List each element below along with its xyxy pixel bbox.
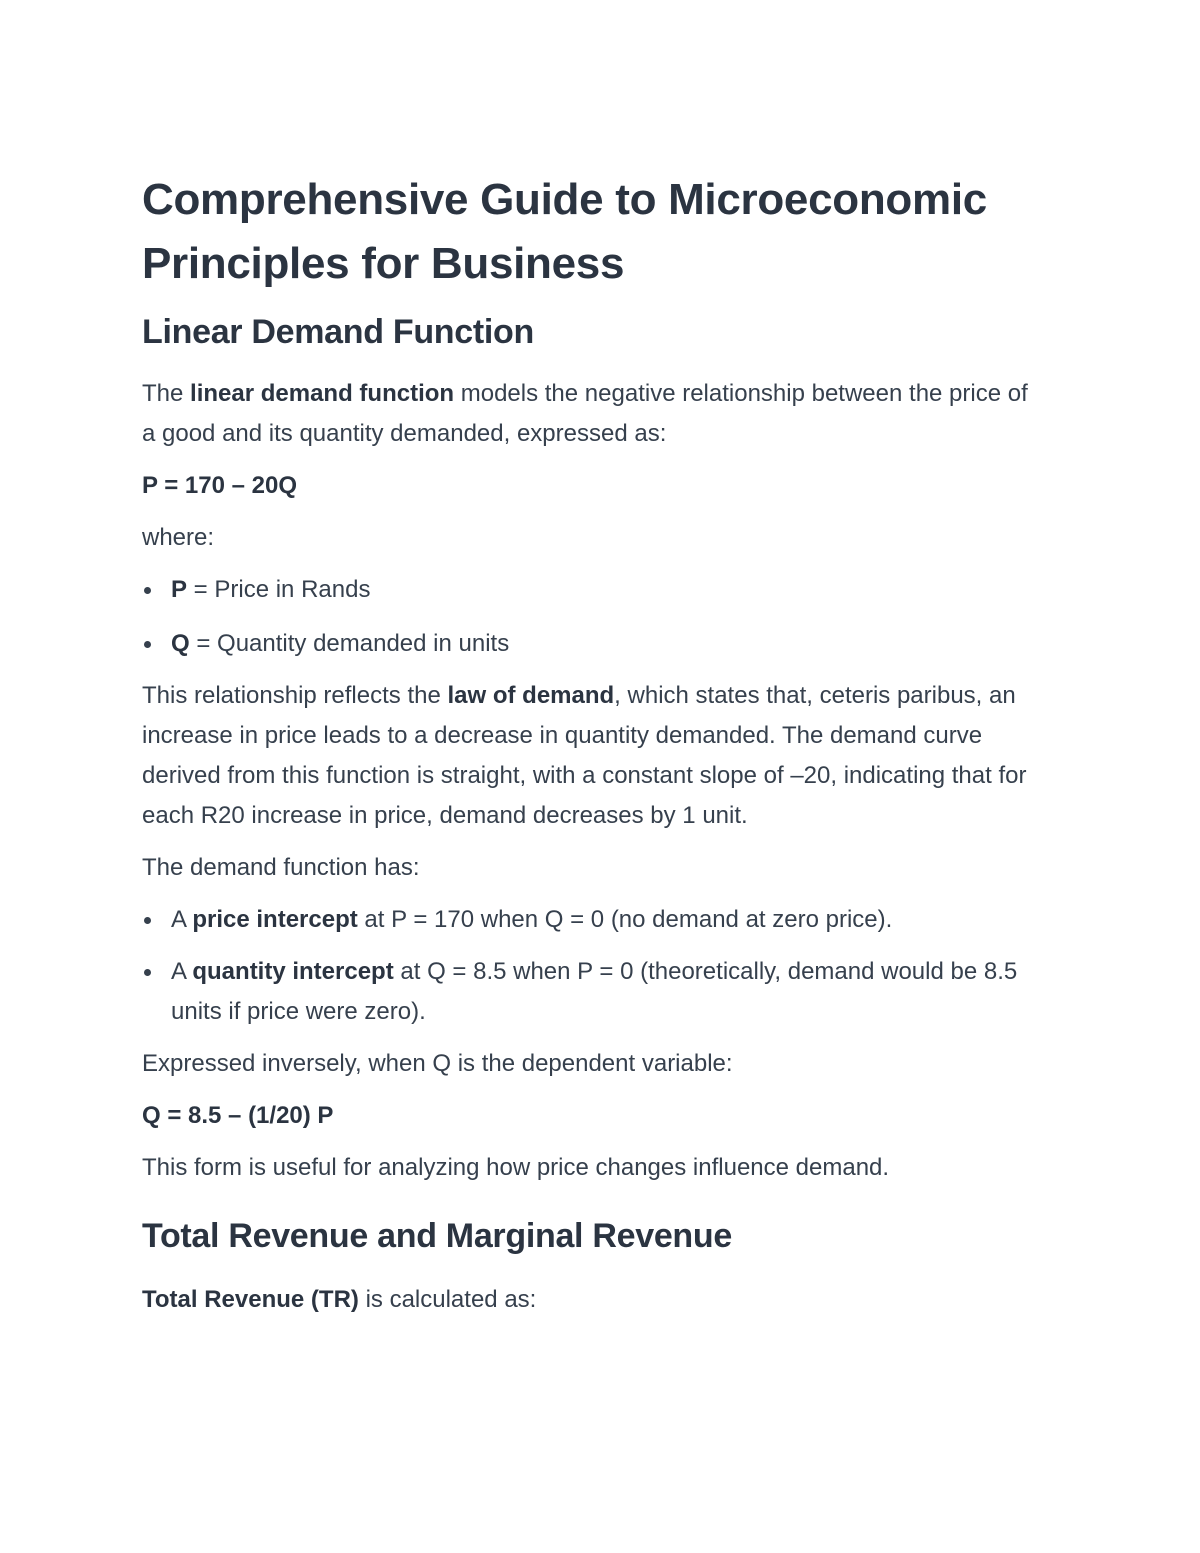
list-item [142, 952, 1042, 1032]
list-item [142, 624, 1042, 664]
total-revenue-paragraph [142, 1280, 1042, 1320]
list-item-text: at P = 170 when Q = 0 (no demand at zero price). [357, 906, 893, 933]
section-heading-total-revenue: Total Revenue and Marginal Revenue [142, 1217, 732, 1255]
list-item [142, 570, 1042, 610]
list-item-text: = Price in Rands [187, 576, 371, 603]
demand-formula: P = 170 – 20Q [142, 472, 298, 499]
law-text-before: This relationship reflects the [142, 682, 448, 709]
list-item-text: A [171, 958, 193, 985]
intro-text-after: models the negative relationship between the price of a good and its quantity demanded, expressed as: [142, 380, 1028, 447]
tr-text-after: is calculated as: [358, 1286, 537, 1313]
where-label: where: [142, 524, 215, 551]
inverse-formula: Q = 8.5 – (1/20) P [142, 1102, 334, 1129]
list-item-text: = Quantity demanded in units [189, 630, 510, 657]
list-item-bold: price intercept [192, 906, 358, 933]
document-page [142, 168, 1042, 1320]
document-title: Comprehensive Guide to Microeconomic Principles for Business [142, 175, 987, 288]
intro-text-before: The [142, 380, 191, 407]
list-item-bold: P [171, 576, 188, 603]
intro-bold-term: linear demand function [190, 380, 455, 407]
section-heading-linear-demand: Linear Demand Function [142, 313, 534, 351]
law-bold-term: law of demand [447, 682, 615, 709]
intercepts-list [142, 900, 1042, 1032]
list-item-text: at Q = 8.5 when P = 0 (theoretically, demand would be 8.5 units if price were zero). [171, 958, 1018, 1025]
list-item-bold: quantity intercept [192, 958, 394, 985]
list-item-bold: Q [171, 630, 190, 657]
list-item [142, 900, 1042, 940]
where-list [142, 570, 1042, 664]
tr-bold-term: Total Revenue (TR) [142, 1286, 359, 1313]
law-of-demand-paragraph [142, 676, 1042, 836]
linear-demand-intro [142, 374, 1042, 454]
law-text-after: , which states that, ceteris paribus, an increase in price leads to a decrease in quantity demanded. The demand curve derived from this function is straight, with a constant slope of –20, indicating that for each R20 increase in price, demand decreases by 1 unit. [142, 682, 1027, 829]
useful-form-text: This form is useful for analyzing how price changes influence demand. [142, 1154, 890, 1181]
list-item-text: A [171, 906, 193, 933]
demand-function-has-label: The demand function has: [142, 854, 420, 881]
inverse-label: Expressed inversely, when Q is the dependent variable: [142, 1050, 733, 1077]
